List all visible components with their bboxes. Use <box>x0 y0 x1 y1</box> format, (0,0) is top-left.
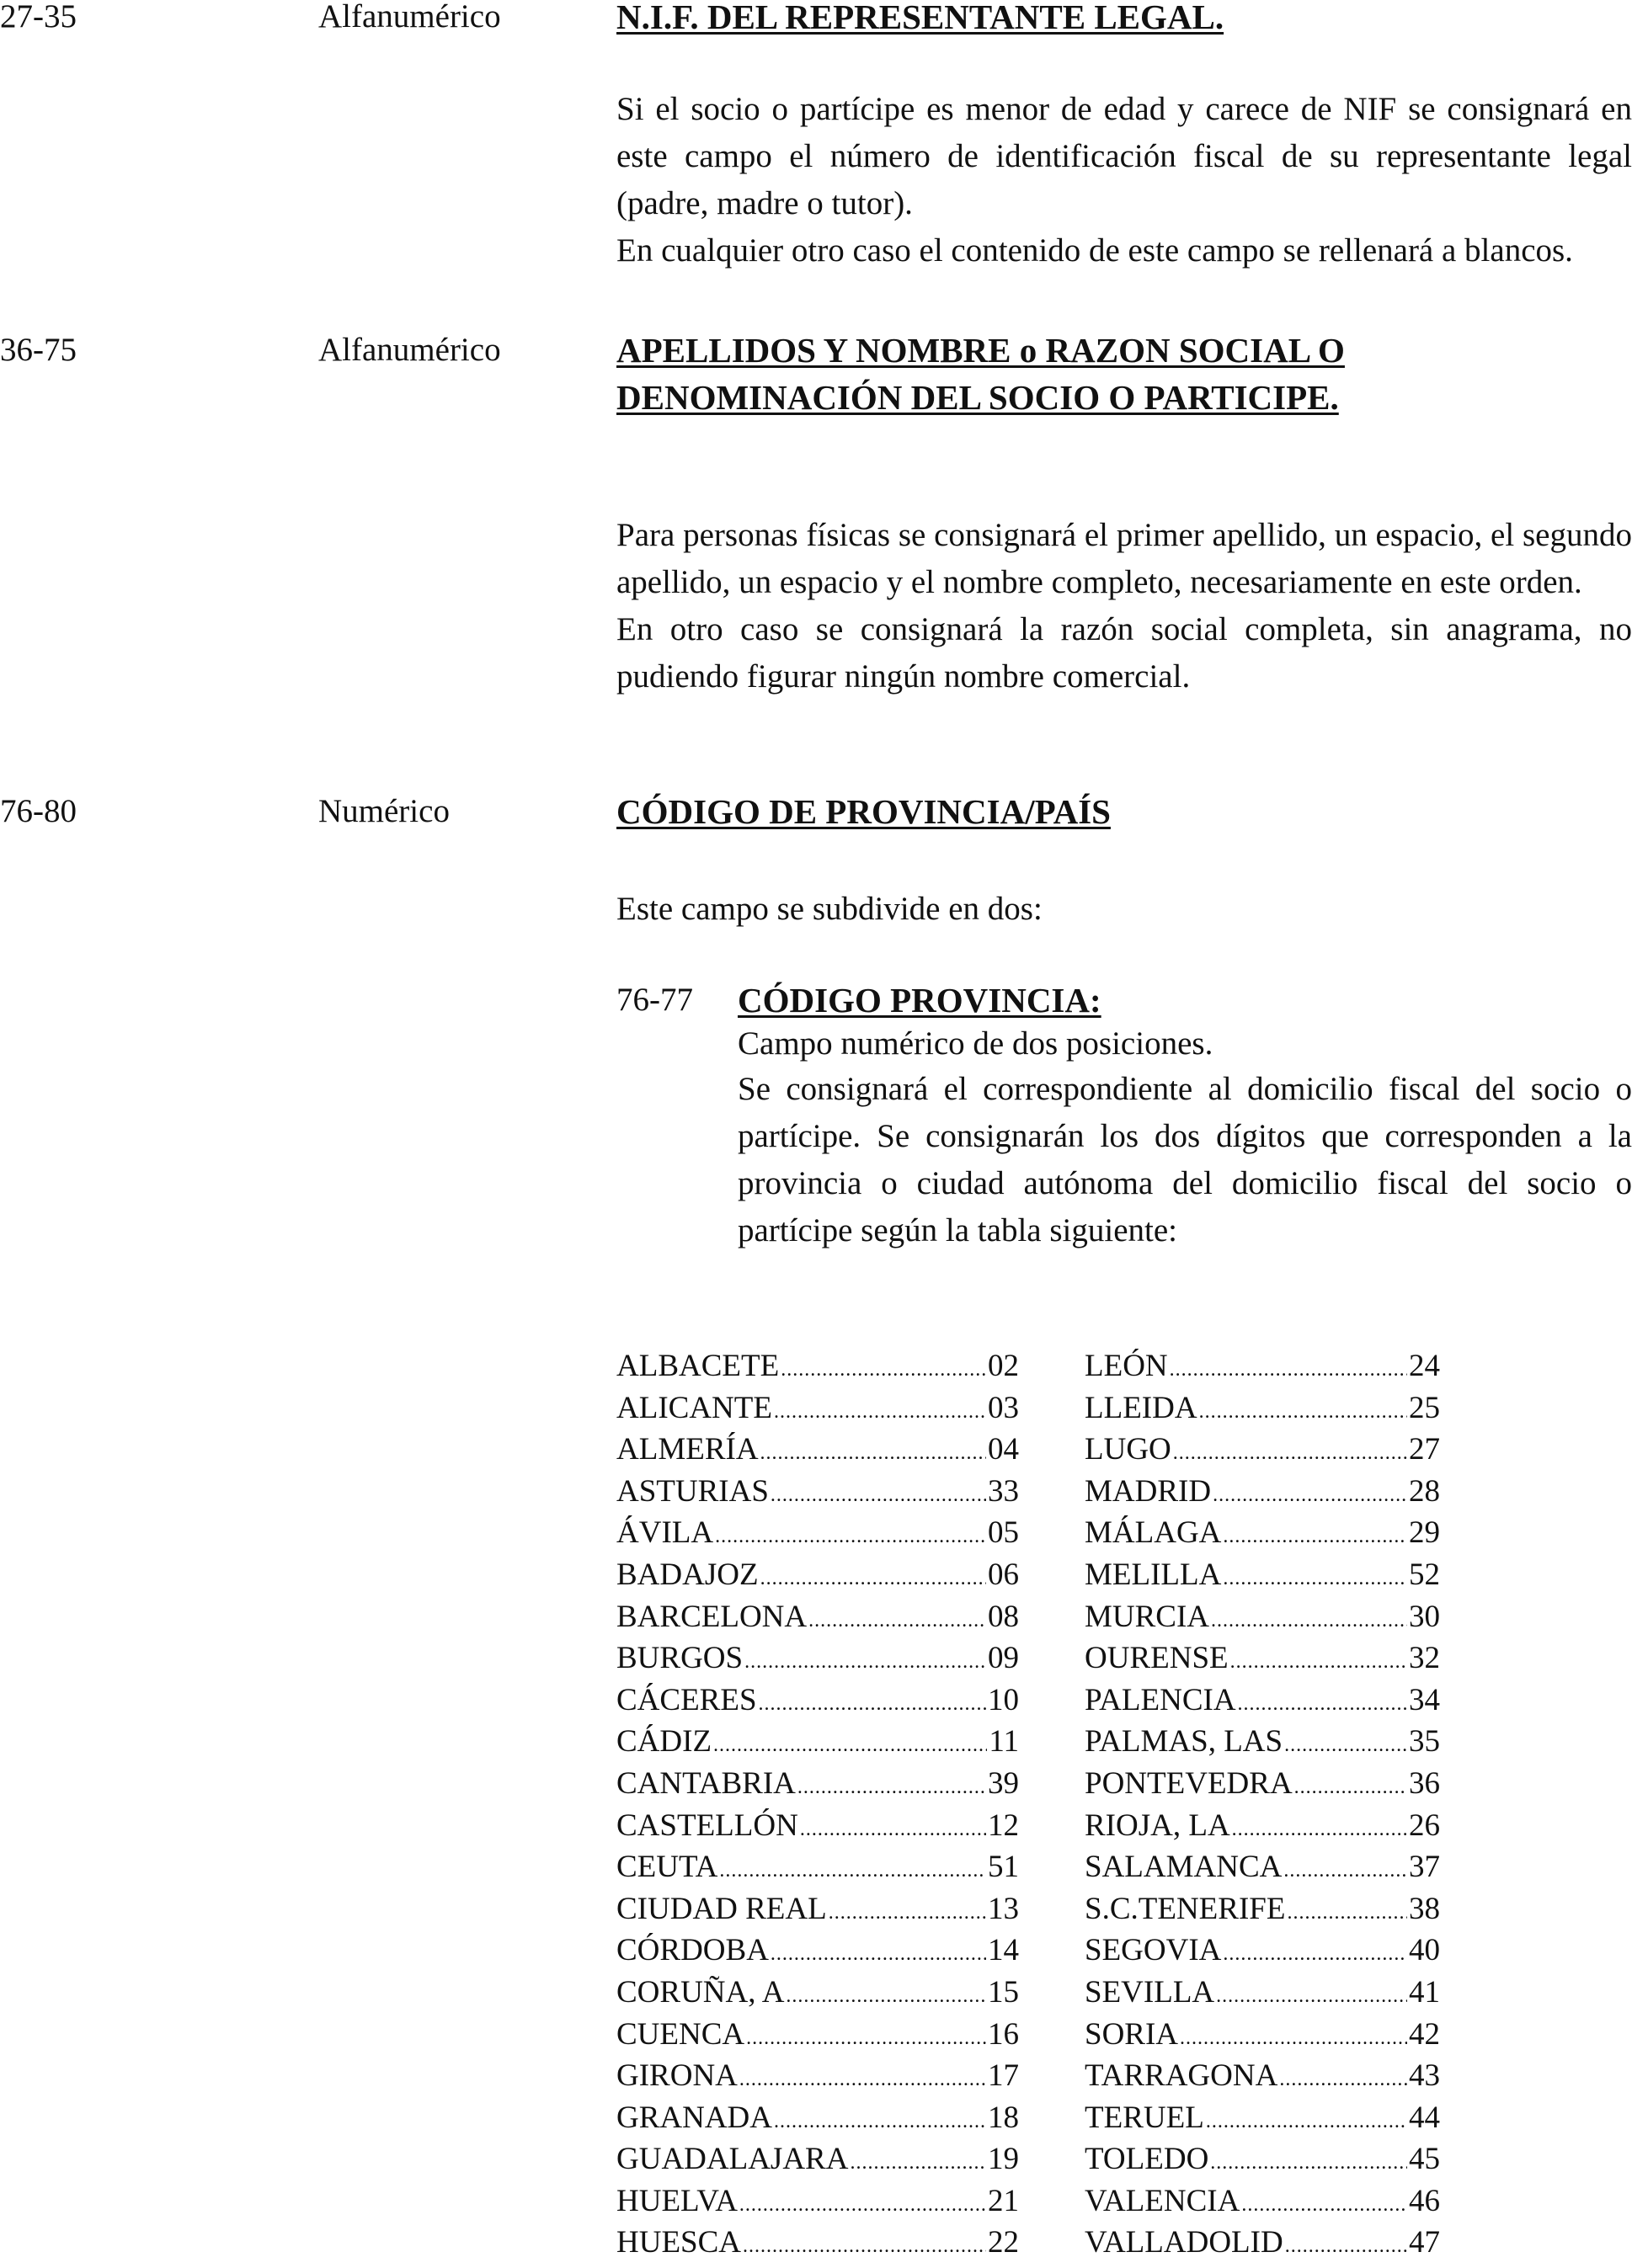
province-name: ALBACETE <box>616 1349 780 1383</box>
dot-leader <box>771 1934 986 1976</box>
province-row <box>616 1512 1019 1554</box>
province-code: 51 <box>988 1850 1019 1885</box>
dot-leader <box>797 1767 986 1809</box>
province-name: OURENSE <box>1085 1641 1229 1676</box>
dot-leader <box>1294 1767 1407 1809</box>
province-name: TERUEL <box>1085 2100 1204 2135</box>
province-row <box>1085 2014 1440 2056</box>
dot-leader <box>1213 1475 1407 1517</box>
province-code: 43 <box>1409 2058 1440 2094</box>
province-name: CÓRDOBA <box>616 1933 769 1968</box>
province-code: 09 <box>988 1641 1019 1676</box>
province-code: 21 <box>988 2183 1019 2218</box>
dot-leader <box>1180 2018 1407 2060</box>
province-code: 41 <box>1409 1974 1440 2010</box>
province-code: 10 <box>988 1682 1019 1717</box>
province-name: MADRID <box>1085 1473 1212 1509</box>
section-heading-line1: APELLIDOS Y NOMBRE o RAZON SOCIAL O <box>616 331 1345 370</box>
province-name: HUESCA <box>616 2225 742 2260</box>
dot-leader <box>1232 1809 1407 1851</box>
province-code: 05 <box>988 1515 1019 1551</box>
province-name: GRANADA <box>616 2100 772 2135</box>
province-row <box>1085 1846 1440 1888</box>
province-code: 34 <box>1409 1682 1440 1717</box>
province-code: 08 <box>988 1599 1019 1634</box>
province-code: 42 <box>1409 2016 1440 2052</box>
subsection-description <box>738 1066 1632 1254</box>
field-type: Numérico <box>318 793 450 829</box>
province-row <box>616 2097 1019 2139</box>
province-name: HUELVA <box>616 2183 738 2218</box>
province-code: 33 <box>988 1473 1019 1509</box>
dot-leader <box>1206 2101 1407 2143</box>
province-row <box>1085 1888 1440 1930</box>
paragraph: Se consignará el correspondiente al domicilio fiscal del socio o partícipe. Se consignarán los dos dígitos que corresponden a la provincia o ciudad autónoma del domicilio fiscal del socio o partícipe según la tabla siguiente: <box>738 1071 1632 1248</box>
province-name: LUGO <box>1085 1432 1171 1467</box>
province-row <box>1085 1512 1440 1554</box>
section-heading-line2: DENOMINACIÓN DEL SOCIO O PARTICIPE. <box>616 378 1339 417</box>
dot-leader <box>786 1976 986 2018</box>
province-row <box>616 1888 1019 1930</box>
province-name: ASTURIAS <box>616 1473 769 1509</box>
province-row <box>1085 1345 1440 1387</box>
province-code: 32 <box>1409 1641 1440 1676</box>
dot-leader <box>1241 2185 1407 2227</box>
province-row <box>616 1387 1019 1429</box>
dot-leader <box>1210 2143 1407 2185</box>
province-code: 44 <box>1409 2100 1440 2135</box>
province-code: 15 <box>988 1974 1019 2010</box>
province-row <box>1085 1972 1440 2014</box>
dot-leader <box>1216 1976 1407 2018</box>
province-name: VALENCIA <box>1085 2183 1240 2218</box>
province-name: PALENCIA <box>1085 1682 1236 1717</box>
province-name: MÁLAGA <box>1085 1515 1222 1551</box>
province-code: 46 <box>1409 2183 1440 2218</box>
province-row <box>1085 1680 1440 1722</box>
province-name: CASTELLÓN <box>616 1807 798 1843</box>
province-code: 25 <box>1409 1390 1440 1425</box>
province-code: 18 <box>988 2100 1019 2135</box>
dot-leader <box>829 1893 986 1935</box>
province-code: 17 <box>988 2058 1019 2094</box>
province-row <box>616 2138 1019 2180</box>
province-name: SEVILLA <box>1085 1974 1215 2010</box>
subsection-line: Campo numérico de dos posiciones. <box>738 1025 1213 1062</box>
province-code: 28 <box>1409 1473 1440 1509</box>
paragraph: En cualquier otro caso el contenido de este campo se rellenará a blancos. <box>616 232 1573 269</box>
province-code: 14 <box>988 1933 1019 1968</box>
province-row <box>1085 1763 1440 1805</box>
paragraph: Si el socio o partícipe es menor de edad y carece de NIF se consignará en este campo el número de identificación fiscal de su representante legal (padre, madre o tutor). <box>616 91 1632 221</box>
province-row <box>1085 1471 1440 1513</box>
province-code: 16 <box>988 2016 1019 2052</box>
dot-leader <box>739 2185 986 2227</box>
province-row <box>616 1637 1019 1680</box>
dot-leader <box>808 1600 986 1642</box>
province-code: 27 <box>1409 1432 1440 1467</box>
dot-leader <box>760 1433 986 1475</box>
province-code: 39 <box>988 1765 1019 1801</box>
dot-leader <box>1238 1684 1407 1726</box>
dot-leader <box>719 1850 986 1893</box>
province-row <box>1085 2097 1440 2139</box>
province-row <box>1085 1429 1440 1471</box>
province-row <box>1085 1930 1440 1972</box>
field-type: Alfanumérico <box>318 0 501 35</box>
province-code: 02 <box>988 1349 1019 1383</box>
province-code: 04 <box>988 1432 1019 1467</box>
province-row <box>1085 1596 1440 1638</box>
section-heading: N.I.F. DEL REPRESENTANTE LEGAL. <box>616 0 1224 36</box>
province-name: CÁDIZ <box>616 1724 712 1760</box>
province-name: CÁCERES <box>616 1682 757 1717</box>
province-code: 13 <box>988 1891 1019 1926</box>
dot-leader <box>743 2226 986 2268</box>
province-name: LEÓN <box>1085 1349 1168 1383</box>
province-name: TOLEDO <box>1085 2142 1209 2177</box>
province-name: GIRONA <box>616 2058 738 2094</box>
province-code: 38 <box>1409 1891 1440 1926</box>
section-description: Este campo se subdivide en dos: <box>616 891 1043 927</box>
province-code: 35 <box>1409 1724 1440 1760</box>
province-code: 45 <box>1409 2142 1440 2177</box>
dot-leader <box>1285 2226 1407 2268</box>
province-name: RIOJA, LA <box>1085 1807 1230 1843</box>
section-description <box>616 86 1632 274</box>
province-row <box>616 2055 1019 2097</box>
province-name: SALAMANCA <box>1085 1850 1283 1885</box>
province-row <box>1085 1387 1440 1429</box>
province-code: 11 <box>989 1724 1019 1760</box>
province-name: ALICANTE <box>616 1390 772 1425</box>
dot-leader <box>1223 1516 1407 1558</box>
province-name: CUENCA <box>616 2016 745 2052</box>
dot-leader <box>850 2143 986 2185</box>
dot-leader <box>774 2101 986 2143</box>
province-row <box>616 2014 1019 2056</box>
province-code: 40 <box>1409 1933 1440 1968</box>
province-code: 52 <box>1409 1557 1440 1592</box>
province-code: 29 <box>1409 1515 1440 1551</box>
province-row <box>1085 2222 1440 2264</box>
dot-leader <box>800 1809 986 1851</box>
province-row <box>1085 2180 1440 2223</box>
province-row <box>1085 2138 1440 2180</box>
province-code: 22 <box>988 2225 1019 2260</box>
province-name: VALLADOLID <box>1085 2225 1283 2260</box>
province-name: MURCIA <box>1085 1599 1210 1634</box>
province-row <box>616 1805 1019 1847</box>
province-name: LLEIDA <box>1085 1390 1197 1425</box>
province-name: BADAJOZ <box>616 1557 759 1592</box>
dot-leader <box>774 1392 986 1434</box>
province-name: BURGOS <box>616 1641 744 1676</box>
dot-leader <box>1284 1725 1407 1767</box>
paragraph: Para personas físicas se consignará el primer apellido, un espacio, el segundo apellido, un espacio y el nombre completo, necesariamente en este orden. <box>616 517 1632 600</box>
province-row <box>616 1554 1019 1596</box>
subsection-range: 76-77 <box>616 982 693 1018</box>
dot-leader <box>1170 1350 1407 1392</box>
field-range: 76-80 <box>0 793 77 829</box>
province-row <box>616 1930 1019 1972</box>
subsection-heading: CÓDIGO PROVINCIA: <box>738 981 1101 1020</box>
province-row <box>616 1763 1019 1805</box>
province-row <box>1085 1805 1440 1847</box>
province-row <box>616 1846 1019 1888</box>
dot-leader <box>1223 1934 1407 1976</box>
field-range: 36-75 <box>0 332 77 368</box>
province-code: 24 <box>1409 1349 1440 1383</box>
province-code: 30 <box>1409 1599 1440 1634</box>
province-name: SORIA <box>1085 2016 1179 2052</box>
dot-leader <box>1223 1558 1407 1600</box>
province-row <box>1085 1554 1440 1596</box>
dot-leader <box>713 1725 987 1767</box>
province-name: SEGOVIA <box>1085 1933 1222 1968</box>
dot-leader <box>744 1642 986 1684</box>
province-code: 19 <box>988 2142 1019 2177</box>
province-name: S.C.TENERIFE <box>1085 1891 1286 1926</box>
province-name: BARCELONA <box>616 1599 808 1634</box>
dot-leader <box>781 1350 986 1392</box>
section-heading: CÓDIGO DE PROVINCIA/PAÍS <box>616 792 1111 831</box>
province-row <box>616 1972 1019 2014</box>
province-row <box>616 2180 1019 2223</box>
dot-leader <box>1211 1600 1407 1642</box>
province-list-left <box>616 1345 1019 2264</box>
province-row <box>616 1471 1019 1513</box>
province-row <box>1085 1721 1440 1763</box>
province-row <box>1085 1637 1440 1680</box>
province-row <box>616 2222 1019 2264</box>
dot-leader <box>1283 1850 1407 1893</box>
province-row <box>616 1721 1019 1763</box>
province-row <box>616 1429 1019 1471</box>
province-code: 26 <box>1409 1807 1440 1843</box>
province-row <box>1085 2055 1440 2097</box>
dot-leader <box>760 1558 986 1600</box>
province-name: GUADALAJARA <box>616 2142 849 2177</box>
province-name: MELILLA <box>1085 1557 1222 1592</box>
dot-leader <box>1230 1642 1407 1684</box>
province-row <box>616 1345 1019 1387</box>
province-name: PONTEVEDRA <box>1085 1765 1293 1801</box>
province-name: CORUÑA, A <box>616 1974 785 2010</box>
paragraph: En otro caso se consignará la razón social completa, sin anagrama, no pudiendo figurar ningún nombre comercial. <box>616 611 1632 695</box>
dot-leader <box>1173 1433 1407 1475</box>
dot-leader <box>746 2018 986 2060</box>
province-code: 36 <box>1409 1765 1440 1801</box>
dot-leader <box>715 1516 986 1558</box>
province-code: 47 <box>1409 2225 1440 2260</box>
province-name: PALMAS, LAS <box>1085 1724 1283 1760</box>
province-name: CANTABRIA <box>616 1765 796 1801</box>
field-type: Alfanumérico <box>318 332 501 368</box>
field-range: 27-35 <box>0 0 77 35</box>
province-list-right <box>1085 1345 1440 2264</box>
province-name: TARRAGONA <box>1085 2058 1278 2094</box>
dot-leader <box>739 2059 986 2101</box>
province-code: 12 <box>988 1807 1019 1843</box>
province-name: ALMERÍA <box>616 1432 759 1467</box>
dot-leader <box>1199 1392 1407 1434</box>
dot-leader <box>771 1475 986 1517</box>
dot-leader <box>1279 2059 1407 2101</box>
province-code: 37 <box>1409 1850 1440 1885</box>
dot-leader <box>1287 1893 1407 1935</box>
province-row <box>616 1596 1019 1638</box>
province-name: CEUTA <box>616 1850 718 1885</box>
section-description <box>616 512 1632 700</box>
dot-leader <box>759 1684 986 1726</box>
province-name: ÁVILA <box>616 1515 714 1551</box>
province-name: CIUDAD REAL <box>616 1891 827 1926</box>
province-code: 03 <box>988 1390 1019 1425</box>
province-code: 06 <box>988 1557 1019 1592</box>
province-row <box>616 1680 1019 1722</box>
